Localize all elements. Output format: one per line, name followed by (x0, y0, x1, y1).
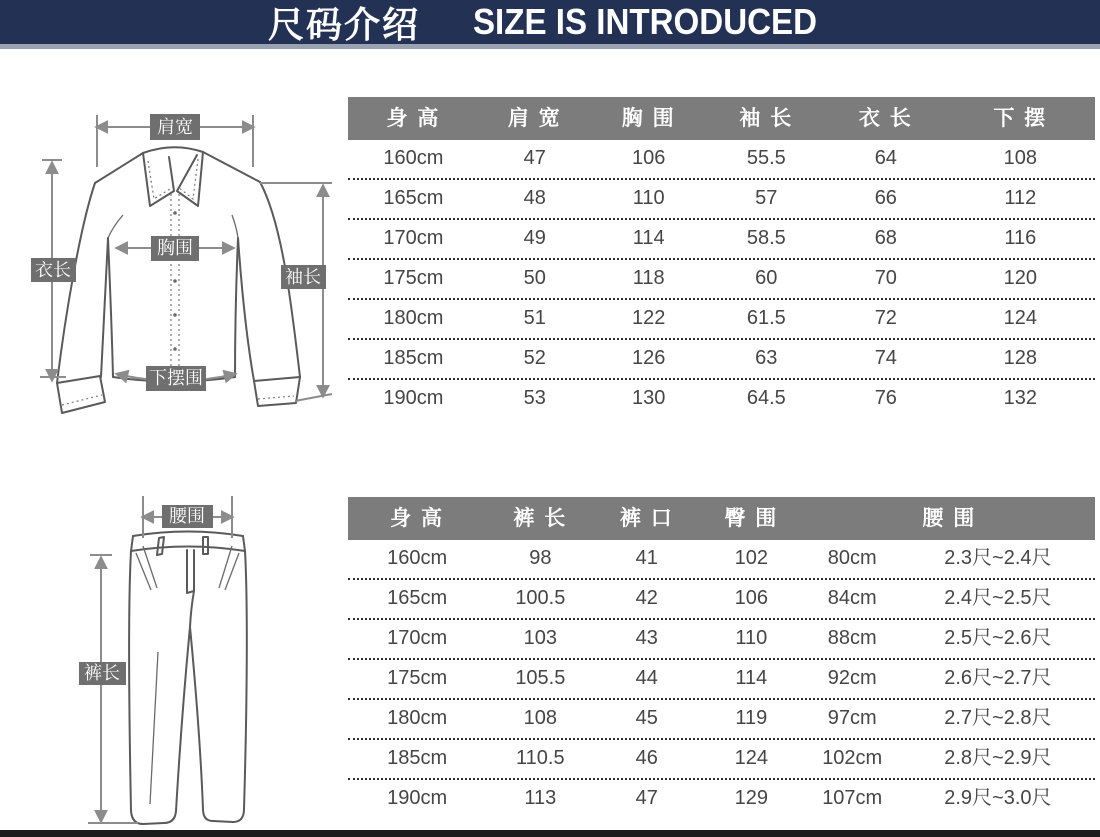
table-cell: 47 (635, 787, 658, 809)
table-cell: 46 (635, 747, 658, 769)
shirt-table-header (348, 97, 1095, 140)
chest-label (151, 236, 199, 261)
svg-text:胸围: 胸围 (157, 238, 193, 258)
column-header: 身 高 (390, 507, 445, 530)
column-header: 衣 长 (858, 107, 913, 130)
table-cell: 110 (735, 627, 768, 649)
bottom-divider-bar (0, 830, 1100, 837)
sleeve-length-label (281, 265, 326, 289)
table-cell: 108 (1003, 147, 1037, 169)
svg-text:袖长: 袖长 (285, 267, 321, 287)
svg-text:腰围: 腰围 (169, 506, 205, 526)
garment-length-label (31, 258, 76, 282)
table-row (348, 140, 1095, 180)
table-cell: 128 (1003, 347, 1037, 369)
table-cell: 2.7尺~2.8尺 (944, 707, 1052, 729)
table-cell: 80cm (827, 547, 877, 569)
table-cell: 43 (635, 627, 658, 649)
table-cell: 76 (874, 387, 897, 409)
table-cell: 185cm (387, 747, 448, 769)
table-cell: 108 (523, 707, 558, 729)
column-header: 身 高 (386, 107, 441, 130)
table-cell: 60 (755, 267, 778, 289)
table-cell: 84cm (827, 587, 877, 609)
svg-text:衣长: 衣长 (35, 260, 71, 280)
table-cell: 70 (874, 267, 897, 289)
table-row (348, 580, 1095, 620)
column-header: 肩 宽 (507, 107, 562, 130)
table-cell: 2.3尺~2.4尺 (944, 547, 1052, 569)
column-header: 裤 长 (513, 507, 568, 530)
table-cell: 180cm (387, 707, 448, 729)
table-cell: 113 (524, 787, 557, 809)
page-title-chinese: 尺码介绍 (267, 3, 420, 45)
table-cell: 129 (734, 787, 769, 809)
table-cell: 160cm (387, 547, 448, 569)
table-row (348, 740, 1095, 780)
table-cell: 53 (523, 387, 546, 409)
table-cell: 72 (874, 307, 897, 329)
table-cell: 114 (632, 227, 665, 249)
table-cell: 165cm (383, 187, 444, 209)
table-cell: 175cm (387, 667, 448, 689)
table-cell: 116 (1004, 227, 1037, 249)
table-row (348, 300, 1095, 340)
table-row (348, 260, 1095, 300)
column-header: 下 摆 (993, 107, 1048, 130)
table-cell: 124 (1003, 307, 1037, 329)
table-cell: 49 (523, 227, 546, 249)
table-cell: 170cm (383, 227, 444, 249)
table-cell: 97cm (827, 707, 877, 729)
table-cell: 160cm (383, 147, 444, 169)
table-cell: 112 (1004, 187, 1037, 209)
table-cell: 66 (874, 187, 897, 209)
table-cell: 55.5 (746, 147, 786, 169)
hem-label (146, 366, 206, 391)
column-header: 腰 围 (922, 507, 977, 530)
table-cell: 120 (1003, 267, 1037, 289)
pants-length-label (79, 662, 126, 685)
table-cell: 41 (635, 547, 658, 569)
pants-measurement-lines (88, 496, 232, 823)
table-cell: 2.6尺~2.7尺 (944, 667, 1052, 689)
column-header: 裤 口 (619, 507, 674, 530)
table-cell: 63 (755, 347, 778, 369)
pants-table-body (348, 540, 1095, 818)
table-cell: 45 (635, 707, 658, 729)
table-row (348, 780, 1095, 818)
table-cell: 103 (523, 627, 558, 649)
table-cell: 64 (874, 147, 897, 169)
table-cell: 165cm (387, 587, 448, 609)
table-cell: 42 (635, 587, 658, 609)
shoulder-width-label (150, 114, 200, 140)
waist-label (162, 505, 213, 528)
table-cell: 175cm (383, 267, 444, 289)
shirt-size-table (348, 97, 1095, 418)
table-cell: 126 (631, 347, 666, 369)
table-row (348, 540, 1095, 580)
shirt-table-body (348, 140, 1095, 418)
table-row (348, 660, 1095, 700)
table-cell: 107cm (822, 787, 883, 809)
table-cell: 102 (734, 547, 769, 569)
table-row (348, 180, 1095, 220)
table-cell: 2.8尺~2.9尺 (944, 747, 1052, 769)
table-cell: 122 (631, 307, 666, 329)
table-cell: 68 (874, 227, 897, 249)
pants-drawing (129, 532, 247, 825)
column-header: 袖 长 (739, 107, 794, 130)
table-cell: 119 (735, 707, 768, 729)
table-cell: 48 (523, 187, 546, 209)
table-cell: 57 (755, 187, 778, 209)
table-cell: 51 (523, 307, 546, 329)
column-header: 胸 围 (621, 107, 676, 130)
table-cell: 2.5尺~2.6尺 (944, 627, 1052, 649)
page-title-english: SIZE IS INTRODUCED (472, 1, 818, 42)
table-cell: 118 (632, 267, 665, 289)
svg-text:肩宽: 肩宽 (157, 117, 193, 137)
table-cell: 106 (734, 587, 769, 609)
title-banner (0, 0, 1100, 44)
table-cell: 124 (734, 747, 769, 769)
svg-text:下摆围: 下摆围 (149, 368, 203, 388)
table-cell: 2.4尺~2.5尺 (944, 587, 1052, 609)
table-cell: 102cm (822, 747, 883, 769)
table-cell: 106 (631, 147, 666, 169)
table-cell: 180cm (383, 307, 444, 329)
table-cell: 2.9尺~3.0尺 (944, 787, 1052, 809)
table-cell: 92cm (827, 667, 877, 689)
table-cell: 190cm (383, 387, 444, 409)
table-cell: 44 (635, 667, 658, 689)
pants-table-header (348, 497, 1095, 540)
table-cell: 130 (631, 387, 666, 409)
table-row (348, 620, 1095, 660)
table-row (348, 220, 1095, 260)
table-cell: 74 (874, 347, 897, 369)
table-row (348, 340, 1095, 380)
table-cell: 64.5 (746, 387, 786, 409)
banner-underline (0, 44, 1100, 49)
table-cell: 61.5 (746, 307, 786, 329)
table-cell: 47 (523, 147, 546, 169)
table-cell: 58.5 (746, 227, 786, 249)
table-cell: 190cm (387, 787, 448, 809)
table-row (348, 700, 1095, 740)
table-cell: 185cm (383, 347, 444, 369)
table-cell: 88cm (827, 627, 877, 649)
table-cell: 170cm (387, 627, 448, 649)
pants-size-table (348, 497, 1095, 818)
table-row (348, 380, 1095, 418)
table-cell: 110 (632, 187, 665, 209)
table-cell: 114 (735, 667, 768, 689)
table-cell: 98 (529, 547, 552, 569)
table-cell: 52 (523, 347, 546, 369)
svg-text:裤长: 裤长 (84, 663, 120, 683)
column-header: 臀 围 (724, 507, 779, 530)
table-cell: 105.5 (515, 667, 566, 689)
table-cell: 110.5 (516, 747, 565, 769)
table-cell: 50 (523, 267, 546, 289)
shirt-measurement-diagram (20, 95, 350, 445)
pants-measurement-diagram (60, 480, 360, 837)
table-cell: 100.5 (515, 587, 566, 609)
table-cell: 132 (1003, 387, 1037, 409)
